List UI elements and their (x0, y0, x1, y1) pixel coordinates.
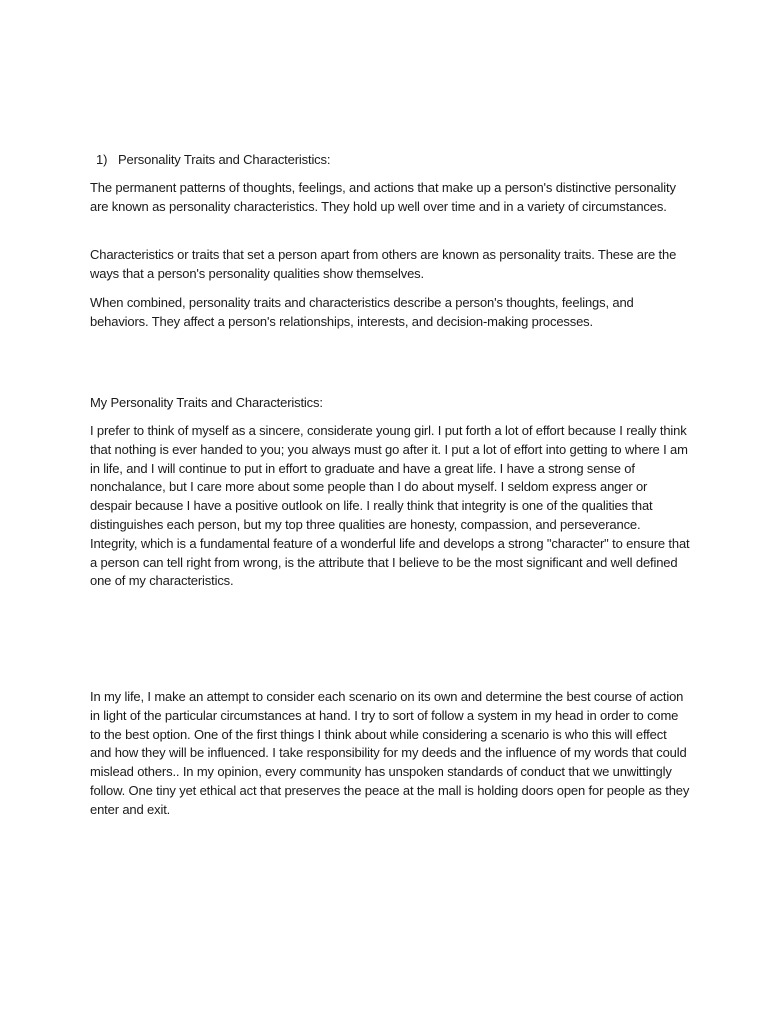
section1-paragraph-2: Characteristics or traits that set a person apart from others are known as personality traits. These are the ways that a person's personality qualities show themselves. (90, 247, 677, 281)
section1-number: 1) (96, 152, 108, 167)
section1-heading-text: Personality Traits and Characteristics: (118, 152, 331, 167)
section2-paragraph-2: In my life, I make an attempt to consider each scenario on its own and determine the best course of action in light of the particular circumstances at hand. I try to sort of follow a system in my head in order to come to the best option. One of the first things I think about while considering a scenario is who this will effect and how they will be influenced. I take responsibility for my deeds and the influence of my words that could mislead others.. In my opinion, every community has unspoken standards of conduct that we unwittingly follow. One tiny yet ethical act that preserves the peace at the mall is holding doors open for people as they enter and exit. (90, 689, 690, 817)
section2-paragraph-1: I prefer to think of myself as a sincere, considerate young girl. I put forth a lot of effort because I really think that nothing is ever handed to you; you always must go after it. I put a lot of effort into getting to where I am in life, and I will continue to put in effort to graduate and have a great life. I have a strong sense of nonchalance, but I care more about some people than I do about myself. I seldom express anger or despair because I have a positive outlook on life. I really think that integrity is one of the qualities that distinguishes each person, but my top three qualities are honesty, compassion, and perseverance. Integrity, which is a fundamental feature of a wonderful life and develops a strong "character" to ensure that a person can tell right from wrong, is the attribute that I believe to be the most significant and well defined one of my characteristics. (90, 423, 690, 589)
section1-heading (96, 151, 330, 170)
section1-paragraph-3: When combined, personality traits and characteristics describe a person's thoughts, feelings, and behaviors. They affect a person's relationships, interests, and decision-making processes. (90, 295, 634, 329)
section1-paragraph-1: The permanent patterns of thoughts, feelings, and actions that make up a person's distinctive personality are known as personality characteristics. They hold up well over time and in a variety of circumstances. (90, 180, 676, 214)
section2-heading: My Personality Traits and Characteristics: (90, 395, 323, 410)
